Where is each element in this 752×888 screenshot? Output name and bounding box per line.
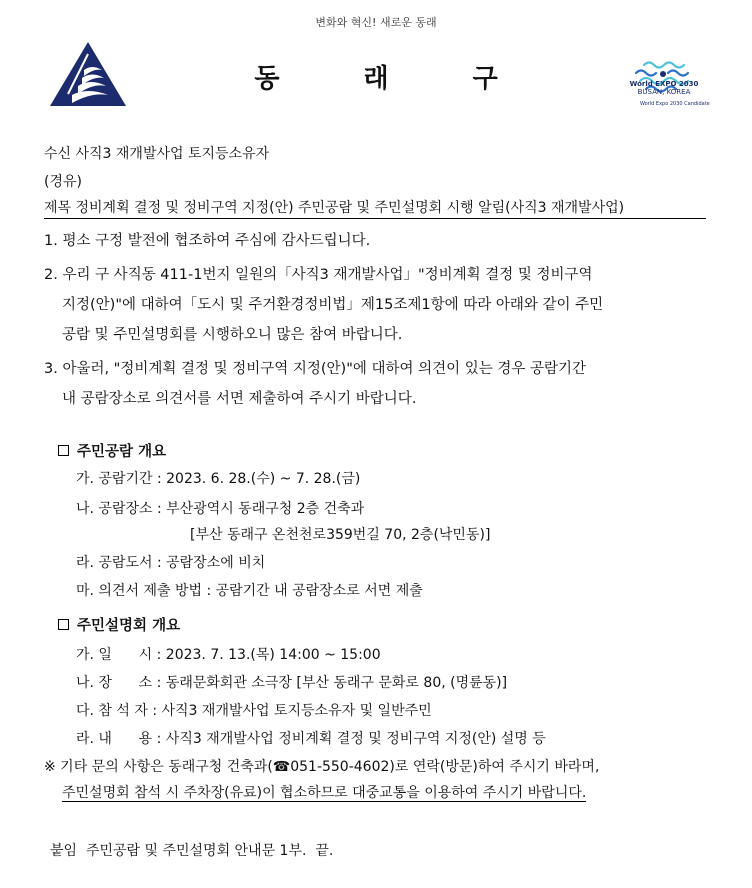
via-line: (경유) (44, 174, 82, 190)
inspection-item: 나. 공람장소 : 부산광역시 동래구청 2층 건축과 (76, 501, 365, 517)
org-name-char: 구 (472, 64, 498, 94)
org-name-char: 래 (363, 64, 389, 94)
section-briefing-title (58, 614, 180, 635)
paragraph-2-line1: 2. 우리 구 사직동 411-1번지 일원의「사직3 재개발사업」"정비계획 결정 및 정비구역 (44, 267, 593, 283)
inspection-item: 마. 의견서 제출 방법 : 공람기간 내 공람장소로 서면 제출 (76, 583, 423, 599)
inspection-item: 라. 공람도서 : 공람장소에 비치 (76, 555, 266, 571)
expo-line2: BUSAN, KOREA (637, 88, 691, 96)
checkbox-square-icon (58, 619, 69, 630)
inquiry-note: ※ 기타 문의 사항은 동래구청 건축과(☎051-550-4602)로 연락(방문)하여 주시기 바라며, (44, 759, 600, 775)
subject-underline (44, 218, 706, 219)
briefing-item: 다. 참 석 자 : 사직3 재개발사업 토지등소유자 및 일반주민 (76, 703, 432, 719)
inspection-item: 가. 공람기간 : 2023. 6. 28.(수) ~ 7. 28.(금) (76, 471, 361, 487)
briefing-item: 라. 내 용 : 사직3 재개발사업 정비계획 결정 및 정비구역 지정(안) 설명 등 (76, 731, 546, 747)
briefing-item: 가. 일 시 : 2023. 7. 13.(목) 14:00 ~ 15:00 (76, 647, 381, 663)
slogan: 변화와 혁신! 새로운 동래 (315, 16, 437, 29)
paragraph-1: 1. 평소 구정 발전에 협조하여 주심에 감사드립니다. (44, 233, 371, 249)
recipient-line: 수신 사직3 재개발사업 토지등소유자 (44, 146, 270, 162)
section-public-inspection-title (58, 440, 166, 461)
paragraph-3 (44, 354, 712, 414)
parking-note (62, 782, 586, 802)
paragraph-2-line3: 공람 및 주민설명회를 시행하오니 많은 참여 바랍니다. (62, 327, 403, 343)
org-name-char: 동 (254, 64, 280, 94)
section-title-text: 주민설명회 개요 (77, 618, 181, 634)
briefing-item: 나. 장 소 : 동래문화회관 소극장 [부산 동래구 문화로 80, (명륜동)] (76, 675, 508, 691)
expo-candidate: World Expo 2030 Candidate (640, 101, 710, 107)
expo-line1: World EXPO 2030 (629, 80, 699, 88)
paragraph-2-line2: 지정(안)"에 대하여「도시 및 주거환경정비법」제15조제1항에 따라 아래와 같이 주민 (62, 297, 604, 313)
paragraph-3-line2: 내 공람장소로 의견서를 서면 제출하여 주시기 바랍니다. (62, 391, 417, 407)
attachment-line: 붙임 주민공람 및 주민설명회 안내문 1부. 끝. (50, 843, 334, 859)
section-title-text: 주민공람 개요 (77, 444, 167, 460)
parking-note-text: 주민설명회 참석 시 주차장(유료)이 협소하므로 대중교통을 이용하여 주시기 바랍니다. (62, 785, 587, 801)
expo-logo-text (622, 80, 706, 96)
paragraph-3-line1: 3. 아울러, "정비계획 결정 및 정비구역 지정(안)"에 대하여 의견이 있는 경우 공람기간 (44, 361, 587, 377)
inspection-item-address: [부산 동래구 온천천로359번길 70, 2층(낙민동)] (190, 527, 491, 543)
checkbox-square-icon (58, 445, 69, 456)
subject-line: 제목 정비계획 결정 및 정비구역 지정(안) 주민공람 및 주민설명회 시행 알림(사직3 재개발사업) (44, 200, 625, 216)
paragraph-2 (44, 260, 712, 350)
